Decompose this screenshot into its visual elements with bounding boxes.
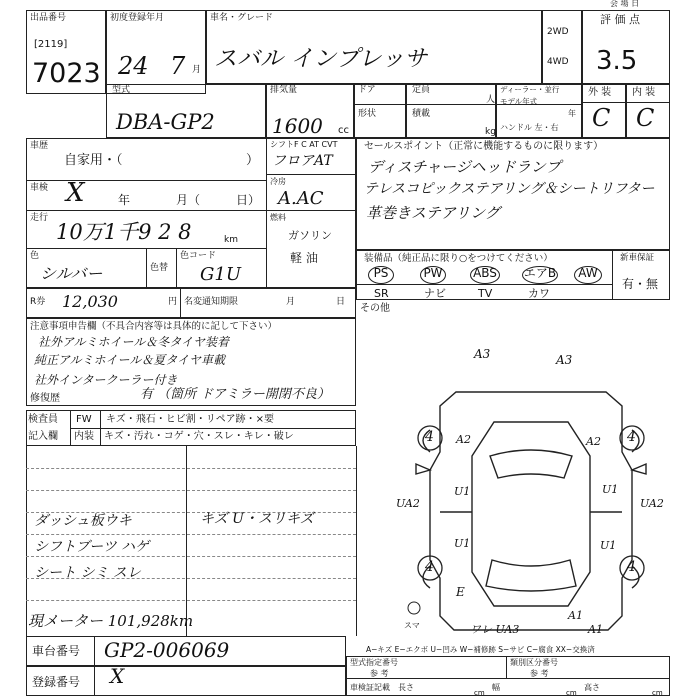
mark-tire-rr: 4 (627, 559, 636, 575)
remarks-left-border (26, 446, 27, 636)
mark-rear-e: E (456, 585, 465, 599)
mark-top-right: A3 (556, 353, 573, 367)
equip-leather: カワ (528, 287, 550, 300)
load-unit: kg (485, 127, 496, 137)
inspector-row-divider (70, 428, 356, 429)
lot-number-label: 出品番号 (30, 13, 67, 23)
spec-ref: 参 考 (370, 669, 389, 678)
length-unit: cm (474, 689, 485, 697)
chassis-divider (94, 636, 95, 666)
shape-label: 形状 (358, 109, 377, 119)
fuel-label: 燃料 (270, 213, 286, 222)
remarks-right-border (356, 446, 357, 636)
notes-line-3: 社外インタークーラー付き (34, 373, 178, 387)
model-year-unit: 年 (568, 109, 576, 118)
mark-tire-rl: 4 (425, 559, 434, 575)
reg-value: X (110, 664, 125, 688)
mileage-label: 走行 (30, 213, 49, 223)
exterior-value: C (592, 104, 611, 132)
sales-point-line-1: ディスチャージヘッドランプ (368, 158, 561, 176)
reg-divider (94, 666, 95, 696)
width-label: 幅 (492, 683, 500, 692)
equip-pw: PW (420, 266, 446, 284)
inspector-interior: 内装 (74, 431, 94, 442)
car-windshield (490, 450, 572, 478)
drive-2wd: 2WD (547, 27, 569, 37)
repair-history-label: 修復歴 (30, 393, 60, 404)
mark-rear-a1-1: A1 (568, 609, 583, 622)
damage-legend: A−キズ E−エクボ U−凹み W−補修跡 S−サビ C−腐食 XX−交換済 (366, 645, 595, 654)
mark-front-left: A2 (456, 433, 471, 446)
remarks-line-1 (26, 468, 356, 469)
color-change-label: 色替 (150, 263, 169, 273)
inspector-row-1: キズ・飛石・ヒビ割・リペア跡・×要 (106, 414, 274, 425)
first-reg-month: 7 (170, 52, 186, 80)
exterior-label: 外 装 (588, 87, 612, 98)
color-code-value: G1U (200, 264, 242, 285)
remark-left-1: ダッシュ板ウキ (34, 513, 132, 529)
info-divider-1 (26, 180, 266, 181)
color-label: 色 (30, 251, 40, 261)
name-change-month: 月 (286, 297, 296, 307)
model-value: DBA-GP2 (116, 110, 215, 134)
mark-rear-bottom: ワレ UA3 (470, 623, 520, 636)
capacity-unit: 人 (486, 95, 496, 105)
inspection-value: X (66, 178, 85, 208)
sales-points-title: セールスポイント（正常に機能するものに限ります） (364, 141, 604, 152)
equip-aw: AW (574, 266, 602, 284)
drive-box (542, 10, 582, 84)
inspector-row-2: キズ・汚れ・コゲ・穴・スレ・キレ・破レ (104, 431, 294, 442)
info-vertical (266, 138, 267, 288)
mark-rear-a1-2: A1 (588, 623, 603, 636)
warranty-value: 有・無 (622, 277, 659, 291)
info-right-divider-2 (266, 210, 356, 211)
equipment-divider (612, 250, 613, 300)
ac-value: A.AC (278, 188, 324, 209)
mark-door-right-2: U1 (600, 539, 617, 552)
mileage-value: 10万1千9 2 8 (56, 220, 192, 244)
spec-divider (506, 656, 507, 678)
mark-door-left-1: U1 (454, 485, 471, 498)
mark-door-left-2: U1 (454, 537, 471, 550)
displacement-label: 排気量 (270, 85, 298, 95)
color-divider-2 (176, 248, 177, 288)
name-change-day: 日 (336, 297, 346, 307)
remarks-line-2 (26, 490, 356, 491)
shift-options: F C AT CVT (294, 140, 338, 149)
model-label: 型式 (112, 85, 131, 95)
drive-4wd: 4WD (547, 57, 569, 67)
mark-side-left: UA2 (396, 497, 420, 510)
equip-abs: ABS (470, 266, 500, 284)
usage-value: 自家用・（ (64, 153, 123, 168)
recycle-unit: 円 (168, 297, 178, 307)
first-reg-label: 初度登録年月 (110, 13, 165, 23)
color-divider-1 (146, 248, 147, 288)
model-year-label: モデル年式 (500, 97, 538, 106)
odometer-note: 現メーター 101,928km (28, 612, 194, 630)
equipment-title: 装備品（純正品に限り○をつけてください） (364, 253, 553, 264)
venue-suffix: 会 場 日 (610, 0, 640, 8)
car-rear-window (486, 560, 576, 591)
usage-close: ） (246, 153, 260, 168)
door-label: ドア (358, 85, 376, 95)
dealer-label: ディーラー・並行 (500, 85, 560, 94)
inspection-day-unit: 日） (236, 193, 261, 207)
remarks-line-7 (26, 600, 356, 601)
smart-key-circle (408, 602, 420, 614)
inspection-year-unit: 年 (118, 193, 131, 207)
equip-sr: SR (374, 287, 389, 300)
length-label: 長さ (398, 683, 414, 692)
cert-label: 車検証記載 (350, 683, 390, 692)
fuel-diesel: 軽 油 (290, 251, 318, 265)
first-reg-month-unit: 月 (192, 65, 202, 75)
inspector-fw: FW (76, 414, 92, 425)
load-label: 積載 (412, 109, 431, 119)
mark-tire-fr: 4 (627, 429, 636, 445)
mileage-unit: km (224, 235, 238, 245)
inspection-month-unit: 月（ (176, 193, 201, 207)
recycle-value: 12,030 (62, 292, 118, 311)
mirror-right (632, 464, 646, 474)
car-name-label: 車名・グレード (210, 13, 274, 23)
warranty-label: 新車保証 (620, 253, 655, 263)
handle-label: ハンドル 左・右 (500, 123, 559, 132)
chassis-label: 車台番号 (32, 644, 81, 658)
interior-value: C (636, 104, 655, 132)
inspector-label-1: 検査員 (28, 414, 58, 425)
name-change-label: 名変通知期限 (184, 297, 239, 307)
equip-airbag: エアB (522, 266, 558, 284)
remark-left-2: シフトブーツ ハゲ (34, 539, 150, 555)
other-label: その他 (360, 303, 390, 314)
usage-label: 車歴 (30, 141, 49, 151)
car-diagram (386, 360, 676, 660)
spec-label: 型式指定番号 (350, 658, 398, 667)
equip-navi: ナビ (424, 287, 446, 300)
repair-history-value: 有 （箇所 ドアミラー開閉不良） (140, 387, 330, 402)
equipment-row-divider (356, 284, 612, 285)
score-label: 評 価 点 (600, 13, 640, 26)
lot-number: 7023 (32, 58, 101, 89)
category-label: 類別区分番号 (510, 658, 558, 667)
notes-line-2: 純正アルミホイール＆夏タイヤ車載 (34, 353, 226, 367)
remarks-divider (186, 446, 187, 636)
sales-point-line-3: 革巻きステアリング (366, 204, 500, 222)
first-reg-year: 24 (118, 52, 149, 80)
width-unit: cm (566, 689, 577, 697)
displacement-unit: cc (338, 125, 349, 136)
reg-label: 登録番号 (32, 675, 81, 689)
color-value: シルバー (40, 264, 103, 283)
displacement-value: 1600 (272, 114, 323, 138)
mirror-left (416, 464, 430, 474)
recycle-divider (180, 288, 181, 318)
capacity-label: 定員 (412, 85, 431, 95)
spec-row-divider (346, 678, 670, 679)
ext-int-divider (582, 102, 670, 103)
remark-left-3: シート シミ スレ (34, 565, 141, 581)
notes-title: 注意事項申告欄（不具合内容等は具体的に記して下さい） (30, 321, 278, 332)
shift-value: フロアAT (272, 153, 333, 169)
notes-line-1: 社外アルミホイール＆冬タイヤ装着 (38, 335, 230, 349)
score-value: 3.5 (596, 46, 638, 76)
fuel-gasoline: ガソリン (288, 229, 332, 242)
equip-tv: TV (478, 287, 493, 300)
car-name-value: スバル インプレッサ (214, 46, 428, 72)
mark-tire-fl: 4 (425, 429, 434, 445)
mark-front-right: A2 (586, 435, 601, 448)
height-label: 高さ (584, 683, 600, 692)
info-right-divider-1 (266, 174, 356, 175)
inspection-label: 車検 (30, 183, 49, 193)
inspector-label-2: 記入欄 (28, 431, 58, 442)
ac-label: 冷房 (270, 177, 286, 186)
recycle-label: R券 (30, 297, 46, 307)
mark-top-left: A3 (474, 347, 491, 361)
remarks-line-4 (26, 534, 356, 535)
chassis-value: GP2-006069 (104, 638, 230, 662)
mark-door-right-1: U1 (602, 483, 619, 496)
mark-side-right: UA2 (640, 497, 664, 510)
mark-rear-smart: スマ (404, 621, 420, 630)
category-ref: 参 考 (530, 669, 549, 678)
interior-label: 内 装 (632, 87, 656, 98)
color-code-label: 色コード (180, 251, 217, 261)
lot-code: [2119] (34, 39, 68, 50)
height-unit: cm (652, 689, 663, 697)
remarks-line-5 (26, 556, 356, 557)
equip-ps: PS (368, 266, 394, 284)
remark-right: キズ U・スリキズ (200, 511, 314, 527)
sales-point-line-2: テレスコピックステアリング＆シートリフター (364, 181, 655, 197)
shift-label: シフト (270, 140, 294, 149)
